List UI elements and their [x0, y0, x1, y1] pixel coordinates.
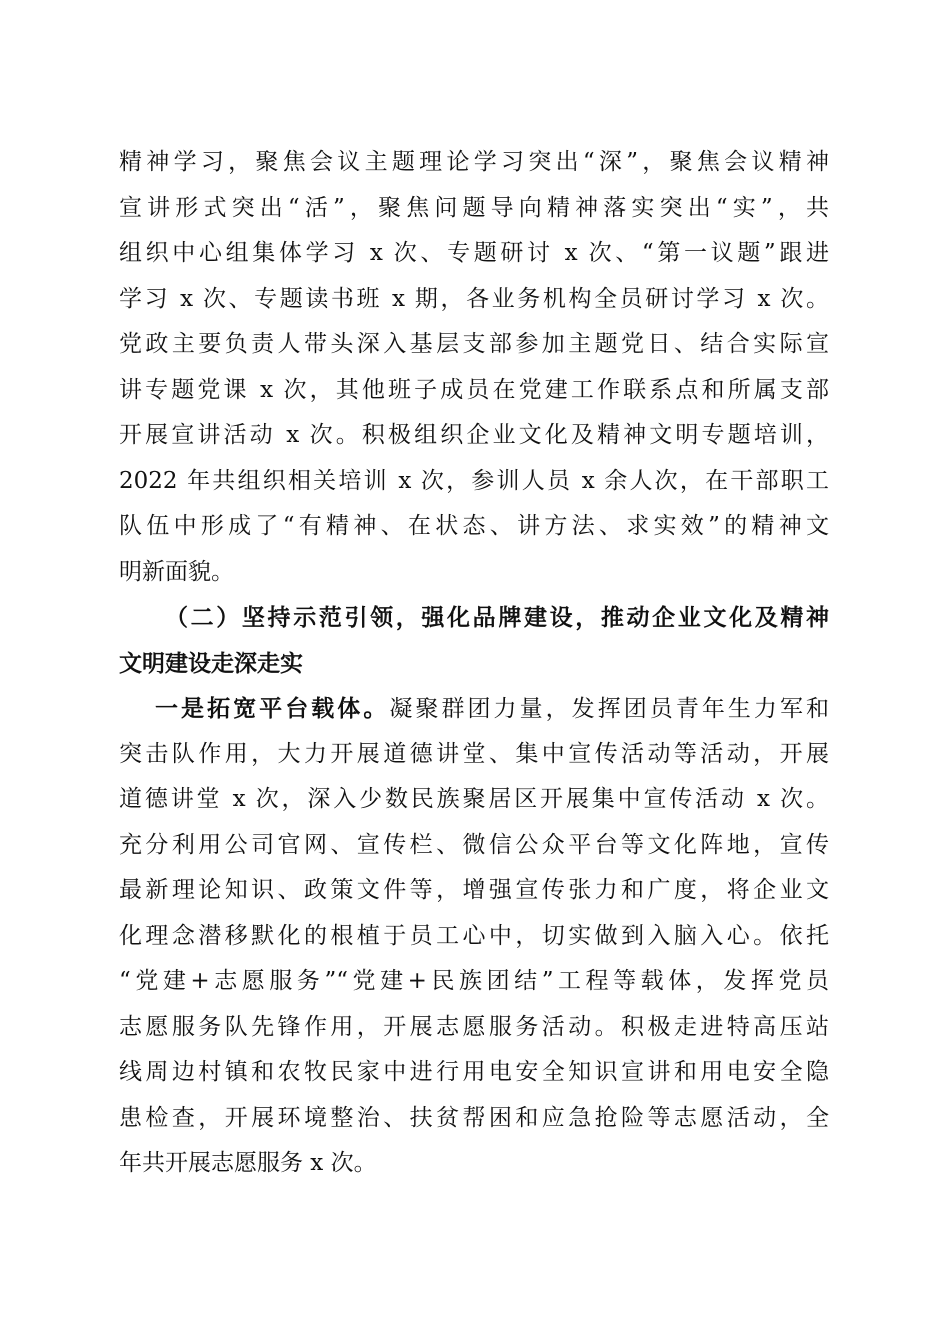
document-body	[119, 140, 829, 1187]
section-heading	[119, 595, 829, 686]
text-line: 年共开展志愿服务 x 次。	[119, 1150, 377, 1176]
text-line: 志愿服务队先锋作用，开展志愿服务活动。积极走进特高压站	[119, 1013, 829, 1040]
text-line: 宣讲形式突出“活”，聚焦问题导向精神落实突出“实”，共	[119, 194, 829, 221]
paragraph-platform	[119, 686, 829, 1187]
text-line: 2022 年共组织相关培训 x 次，参训人员 x 余人次，在干部职工	[119, 467, 829, 494]
text-line	[119, 686, 829, 732]
text-line: 学习 x 次、专题读书班 x 期，各业务机构全员研讨学习 x 次。	[119, 285, 829, 312]
text-line: 突击队作用，大力开展道德讲堂、集中宣传活动等活动，开展	[119, 740, 829, 767]
text-line: 充分利用公司官网、宣传栏、微信公众平台等文化阵地，宣传	[119, 831, 829, 858]
lead-rest: 凝聚群团力量，发挥团员青年生力军和	[389, 696, 829, 722]
text-line: 患检查，开展环境整治、扶贫帮困和应急抢险等志愿活动，全	[119, 1104, 829, 1131]
text-line: 化理念潜移默化的根植于员工心中，切实做到入脑入心。依托	[119, 922, 829, 949]
text-line: 组织中心组集体学习 x 次、专题研讨 x 次、“第一议题”跟进	[119, 240, 829, 266]
text-line: 精神学习，聚焦会议主题理论学习突出“深”，聚焦会议精神	[119, 149, 829, 175]
text-line: 道德讲堂 x 次，深入少数民族聚居区开展集中宣传活动 x 次。	[119, 786, 829, 812]
text-line: “党建+志愿服务”“党建+民族团结”工程等载体，发挥党员	[119, 968, 829, 994]
heading-line: （二）坚持示范引领，强化品牌建设，推动企业文化及精神	[165, 604, 829, 631]
paragraph-study	[119, 140, 829, 595]
text-line: 开展宣讲活动 x 次。积极组织企业文化及精神文明专题培训，	[119, 422, 829, 448]
text-line: 党政主要负责人带头深入基层支部参加主题党日、结合实际宣	[119, 331, 829, 357]
text-line: 明新面貌。	[119, 558, 234, 585]
text-line: 讲专题党课 x 次，其他班子成员在党建工作联系点和所属支部	[119, 376, 829, 403]
text-line: 线周边村镇和农牧民家中进行用电安全知识宣讲和用电安全隐	[119, 1059, 829, 1085]
text-line: 最新理论知识、政策文件等，增强宣传张力和广度，将企业文	[119, 877, 829, 903]
lead-phrase: 一是拓宽平台载体。	[155, 695, 390, 722]
heading-line: 文明建设走深走实	[119, 649, 303, 677]
text-line: 队伍中形成了“有精神、在状态、讲方法、求实效”的精神文	[119, 513, 829, 539]
